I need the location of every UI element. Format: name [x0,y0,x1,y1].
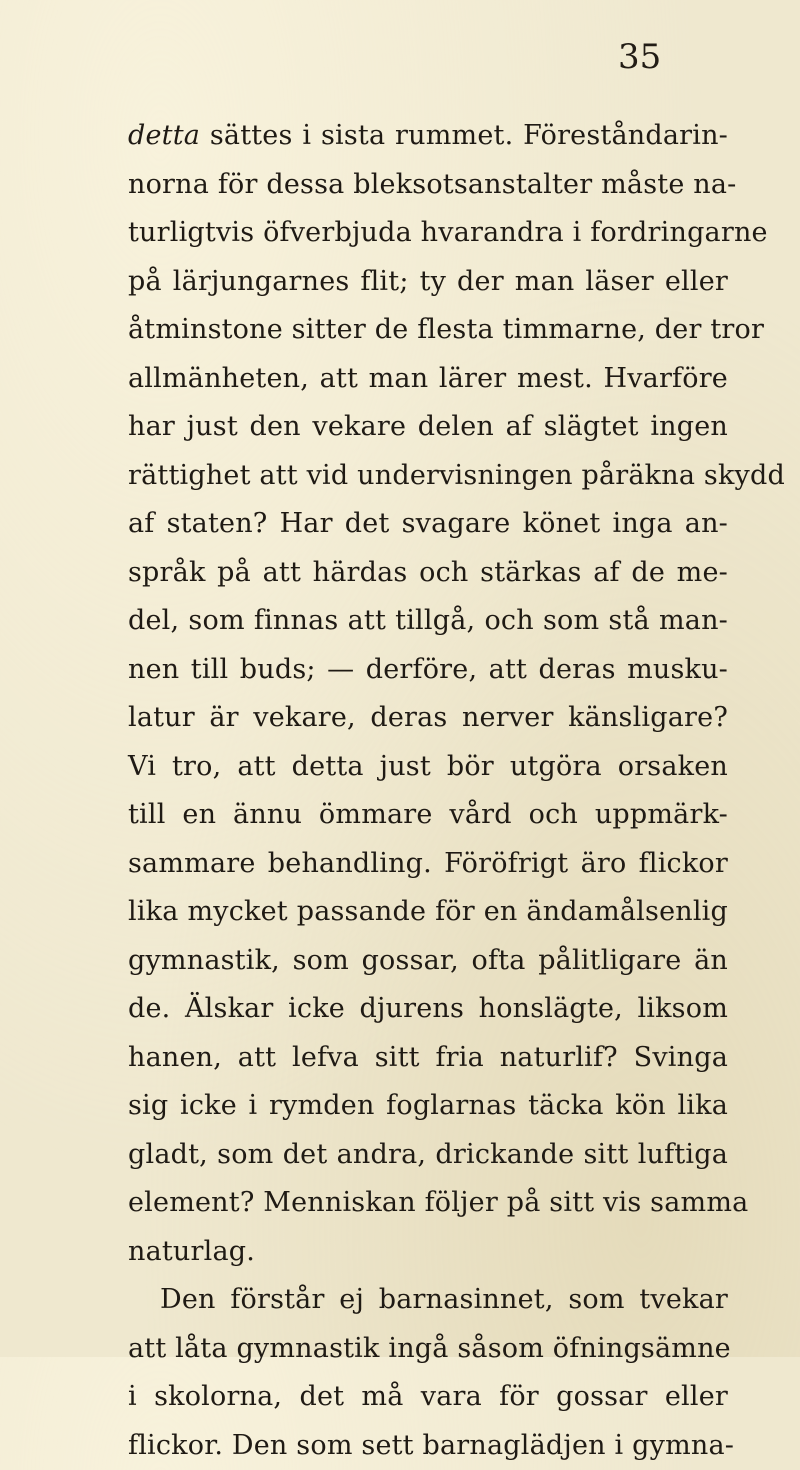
line-text: sammare behandling. Föröfrigt äro flickor [128,848,728,879]
text-line [128,646,728,695]
line-text: de. Älskar icke djurens honslägte, liksom [128,993,728,1024]
line-text: naturlag. [128,1236,255,1267]
line-text: hanen, att lefva sitt fria naturlif? Svinga [128,1042,728,1073]
text-line [128,209,728,258]
line-text: norna för dessa bleksotsanstalter måste na- [128,169,737,200]
text-line [128,452,728,501]
line-text: lika mycket passande för en ändamålsenlig [128,896,728,927]
line-text: turligtvis öfverbjuda hvarandra i fordringarne [128,217,768,248]
text-line [128,1082,728,1131]
text-line [128,1422,728,1470]
line-text: gladt, som det andra, drickande sitt luftiga [128,1139,728,1170]
text-line [128,1373,728,1422]
text-line [128,791,728,840]
text-line [128,1179,728,1228]
text-line [128,549,728,598]
line-text: flickor. Den som sett barnaglädjen i gymna- [128,1430,734,1461]
italic-word: detta [128,120,200,151]
line-text: latur är vekare, deras nerver känsligare? [128,702,728,733]
text-line [128,1276,728,1325]
text-line [128,258,728,307]
line-text: element? Menniskan följer på sitt vis samma [128,1187,748,1218]
line-text: af staten? Har det svagare könet inga an- [128,508,728,539]
text-line [128,1228,728,1277]
line-text: nen till buds; — derföre, att deras musku- [128,654,728,685]
line-text: sig icke i rymden foglarnas täcka kön lika [128,1090,728,1121]
text-line [128,694,728,743]
line-text: Den förstår ej barnasinnet, som tvekar [160,1284,728,1315]
line-text: del, som finnas att tillgå, och som stå man- [128,605,728,636]
text-line [128,597,728,646]
text-line [128,355,728,404]
text-line [128,500,728,549]
line-text: i skolorna, det må vara för gossar eller [128,1381,728,1412]
line-text: till en ännu ömmare vård och uppmärk- [128,799,728,830]
line-text: att låta gymnastik ingå såsom öfningsämne [128,1333,731,1364]
body-text [128,112,728,1470]
text-line [128,888,728,937]
text-line [128,985,728,1034]
text-line [128,1325,728,1374]
text-line [128,403,728,452]
line-text: rättighet att vid undervisningen påräkna skydd [128,460,785,491]
text-line [128,161,728,210]
page-number: 35 [618,40,661,74]
text-line [128,306,728,355]
line-text: språk på att härdas och stärkas af de me- [128,557,728,588]
line-text: åtminstone sitter de flesta timmarne, der tror [128,314,764,345]
text-line [128,112,728,161]
line-text: sättes i sista rummet. Föreståndarin- [200,120,728,151]
line-text: har just den vekare delen af slägtet ingen [128,411,728,442]
line-text: allmänheten, att man lärer mest. Hvarföre [128,363,728,394]
line-text: gymnastik, som gossar, ofta pålitligare än [128,945,728,976]
line-text: på lärjungarnes flit; ty der man läser eller [128,266,728,297]
text-line [128,1131,728,1180]
line-text: Vi tro, att detta just bör utgöra orsaken [128,751,728,782]
text-line [128,840,728,889]
text-line [128,937,728,986]
text-line [128,1034,728,1083]
text-line [128,743,728,792]
